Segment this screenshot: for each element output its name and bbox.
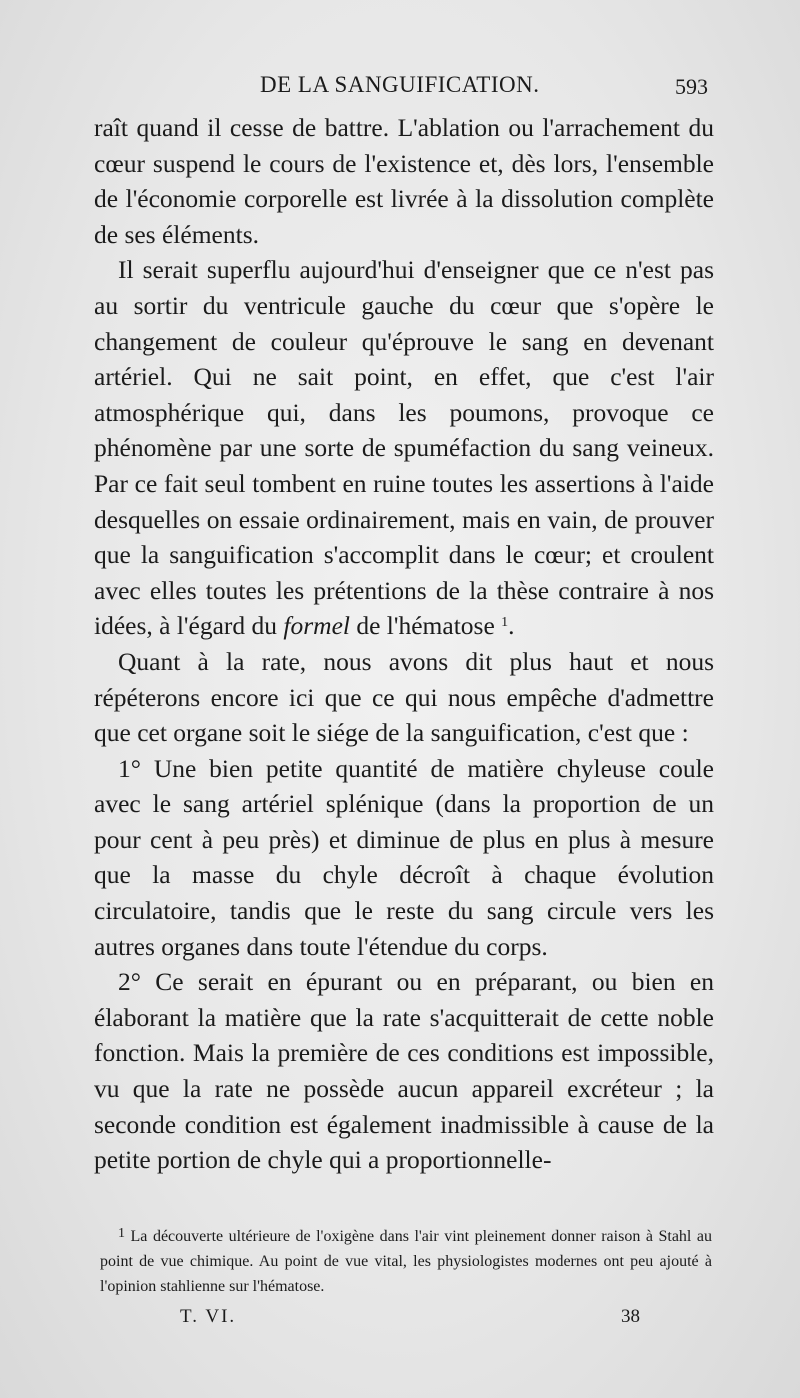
volume-signature: T. VI.: [180, 1306, 237, 1327]
footnote-reference: 1: [501, 615, 509, 631]
paragraph-2-text-before: Il serait superflu aujourd'hui d'enseigner que ce n'est pas au sortir du ventricule gauche du cœur que s'opère le changement de couleur qu'éprouve le sang en devenant artériel. Qui ne sait point, en effet, que c'est l'air atmosphérique qui, dans les poumons, provoque ce phénomène par une sorte de spuméfaction du sang veineux. Par ce fait seul tombent en ruine toutes les assertions à l'aide desquelles on essaie ordinairement, mais en vain, de prouver que la sanguification s'accomplit dans le cœur; et croulent avec elles toutes les prétentions de la thèse contraire à nos idées, à l'égard du: [94, 255, 714, 641]
page-header: [96, 72, 708, 108]
main-text: [94, 110, 714, 1178]
page-footer: [180, 1306, 640, 1336]
footnote-mark: 1: [118, 1226, 125, 1241]
footnote-text: La découverte ultérieure de l'oxigène dans l'air vint pleinement donner raison à Stahl au point de vue chimique. Au point de vue vital, les physiologistes modernes ont peu ajouté à l'opinion stahlienne sur l'hématose.: [100, 1228, 712, 1295]
paragraph-2-text-after: de l'hématose: [349, 611, 502, 641]
paragraph-2-text-end: .: [508, 611, 515, 641]
sheet-number: 38: [621, 1306, 640, 1327]
paragraph-3: Quant à la rate, nous avons dit plus haut et nous répéterons encore ici que ce qui nous empêche d'admettre que cet organe soit le siége de la sanguification, c'est que :: [94, 646, 714, 748]
paragraph-2-emphasis: formel: [283, 611, 350, 641]
footnote: [100, 1224, 712, 1299]
paragraph-4: 1° Une bien petite quantité de matière chyleuse coule avec le sang artériel splénique (dans la proportion de un pour cent à peu près) et diminue de plus en plus à mesure que la masse du chyle décroît à chaque évolution circulatoire, tandis que le reste du sang circule vers les autres organes dans toute l'étendue du corps.: [94, 753, 714, 961]
paragraph-2: [94, 252, 714, 644]
footnote-area: [100, 1224, 712, 1299]
paragraph-1: raît quand il cesse de battre. L'ablation ou l'arrachement du cœur suspend le cours de l'existence et, dès lors, l'ensemble de l'économie corporelle est livrée à la dissolution complète de ses éléments.: [94, 113, 714, 249]
running-title: DE LA SANGUIFICATION.: [260, 72, 540, 97]
page-number: 593: [675, 74, 708, 99]
paragraph-5: 2° Ce serait en épurant ou en préparant, ou bien en élaborant la matière que la rate s'acquitterait de cette noble fonction. Mais la première de ces conditions est impossible, vu que la rate ne possède aucun appareil excréteur ; la seconde condition est également inadmissible à cause de la petite portion de chyle qui a proportionnelle-: [94, 967, 714, 1175]
